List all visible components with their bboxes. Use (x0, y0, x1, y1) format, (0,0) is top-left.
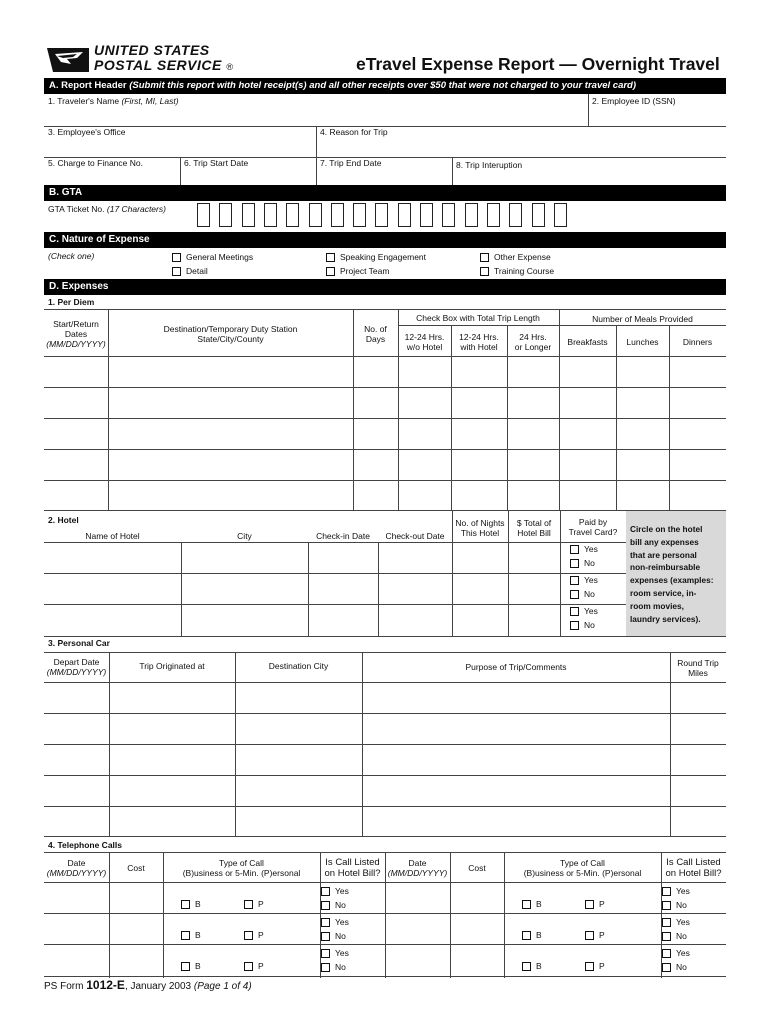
check-out-header: Check-out Date (385, 531, 445, 541)
paid-no-option[interactable]: No (570, 620, 595, 630)
checkbox[interactable] (570, 621, 579, 630)
per-diem-title: 1. Per Diem (48, 297, 95, 307)
rule-line (44, 510, 726, 511)
listed-no-option[interactable]: No (321, 900, 346, 910)
usps-eagle-logo (47, 46, 89, 74)
checkbox[interactable] (522, 900, 531, 909)
gta-char-box[interactable] (509, 203, 522, 227)
hotel-note: Circle on the hotel bill any expenses that are personal non-reimbursable expenses (examples: room service, in- room movies, laundry services). (630, 524, 714, 624)
call-type-business[interactable]: B (522, 961, 542, 971)
gta-char-box[interactable] (442, 203, 455, 227)
rule-line (385, 852, 386, 978)
option-training-course[interactable]: Training Course (480, 266, 554, 276)
phone-cost-header: Cost (127, 863, 145, 873)
gta-char-box[interactable] (219, 203, 232, 227)
checkbox[interactable] (321, 932, 330, 941)
call-type-personal[interactable]: P (585, 930, 605, 940)
paid-yes-option[interactable]: Yes (570, 544, 598, 554)
listed-yes-option[interactable]: Yes (321, 948, 349, 958)
trip-end-label: 7. Trip End Date (320, 158, 382, 168)
checkbox[interactable] (181, 962, 190, 971)
purpose-header: Purpose of Trip/Comments (465, 662, 567, 672)
form-title: eTravel Expense Report — Overnight Travel (356, 54, 720, 74)
depart-date-header: Depart Date (MM/DD/YYYY) (46, 657, 107, 677)
check-one-hint: (Check one) (48, 251, 95, 261)
listed-no-option[interactable]: No (321, 962, 346, 972)
checkbox[interactable] (662, 932, 671, 941)
checkbox[interactable] (181, 931, 190, 940)
call-type-personal[interactable]: P (585, 899, 605, 909)
per-diem-days-header: No. of Days (364, 324, 387, 344)
gta-char-box[interactable] (398, 203, 411, 227)
checkbox[interactable] (570, 607, 579, 616)
gta-char-box[interactable] (286, 203, 299, 227)
listed-yes-option[interactable]: Yes (662, 948, 690, 958)
checkbox[interactable] (321, 963, 330, 972)
checkbox[interactable] (585, 962, 594, 971)
rule-line (661, 852, 662, 978)
dinners-header: Dinners (682, 337, 713, 347)
option-detail[interactable]: Detail (172, 266, 208, 276)
checkbox[interactable] (321, 901, 330, 910)
length-12-24-no-hotel-header: 12-24 Hrs. w/o Hotel (404, 332, 445, 352)
section-d-bar: D. Expenses (44, 279, 726, 295)
checkbox[interactable] (172, 267, 181, 276)
reason-label: 4. Reason for Trip (320, 127, 388, 137)
checkbox[interactable] (321, 887, 330, 896)
gta-char-box[interactable] (487, 203, 500, 227)
employee-id-label: 2. Employee ID (SSN) (592, 96, 676, 106)
finance-no-label: 5. Charge to Finance No. (48, 158, 143, 168)
rule-line (44, 836, 726, 837)
check-in-header: Check-in Date (316, 531, 370, 541)
paid-yes-option[interactable]: Yes (570, 575, 598, 585)
call-type-personal[interactable]: P (244, 961, 264, 971)
gta-char-box[interactable] (465, 203, 478, 227)
rule-line (44, 480, 726, 481)
destination-city-header: Destination City (268, 661, 329, 671)
call-type-business[interactable]: B (181, 930, 201, 940)
rule-line (44, 449, 726, 450)
checkbox[interactable] (570, 545, 579, 554)
checkbox[interactable] (570, 559, 579, 568)
rule-line (44, 652, 726, 653)
phone-date-header: Date (MM/DD/YYYY) (387, 858, 448, 878)
rule-line (181, 542, 182, 636)
gta-char-box[interactable] (197, 203, 210, 227)
rule-line (163, 852, 164, 978)
checkbox[interactable] (321, 918, 330, 927)
rule-line (450, 852, 451, 978)
form-footer: PS Form 1012-E, January 2003 (Page 1 of 4) (44, 978, 252, 992)
checkbox[interactable] (662, 949, 671, 958)
paid-no-option[interactable]: No (570, 558, 595, 568)
logo-line1: UNITED STATES (94, 42, 210, 58)
gta-char-box[interactable] (554, 203, 567, 227)
hotel-name-header: Name of Hotel (85, 531, 140, 541)
phone-type-header: Type of Call (B)usiness or 5-Min. (P)ersonal (523, 858, 642, 878)
gta-char-box[interactable] (264, 203, 277, 227)
trip-origin-header: Trip Originated at (139, 661, 205, 671)
rule-line (504, 852, 505, 978)
listed-no-option[interactable]: No (321, 931, 346, 941)
trip-start-label: 6. Trip Start Date (184, 158, 249, 168)
hotel-title: 2. Hotel (48, 515, 79, 525)
checkbox[interactable] (326, 267, 335, 276)
checkbox[interactable] (172, 253, 181, 262)
checkbox[interactable] (321, 949, 330, 958)
section-a-bar: A. Report Header (Submit this report with hotel receipt(s) and all other receipts over $50 that were not charged to your travel card) (44, 78, 726, 94)
checkbox[interactable] (181, 900, 190, 909)
hotel-city-header: City (237, 531, 252, 541)
checkbox[interactable] (585, 900, 594, 909)
car-title: 3. Personal Car (48, 638, 110, 648)
gta-char-box[interactable] (532, 203, 545, 227)
rule-line (44, 775, 726, 776)
paid-by-card-header: Paid by Travel Card? (568, 517, 618, 537)
phone-listed-header: Is Call Listed on Hotel Bill? (324, 857, 381, 879)
section-b-bar: B. GTA (44, 185, 726, 201)
listed-yes-option[interactable]: Yes (321, 917, 349, 927)
checkbox[interactable] (326, 253, 335, 262)
call-type-business[interactable]: B (181, 961, 201, 971)
nights-header: No. of Nights This Hotel (455, 518, 505, 538)
option-speaking-engagement[interactable]: Speaking Engagement (326, 252, 426, 262)
per-diem-destination-header: Destination/Temporary Duty Station State/City/County (163, 324, 298, 344)
gta-char-box[interactable] (375, 203, 388, 227)
length-12-24-hotel-header: 12-24 Hrs. with Hotel (459, 332, 499, 352)
round-trip-miles-header: Round Trip Miles (677, 658, 719, 678)
section-c-bar: C. Nature of Expense (44, 232, 726, 248)
breakfasts-header: Breakfasts (567, 337, 608, 347)
option-project-team[interactable]: Project Team (326, 266, 389, 276)
logo-line2: POSTAL SERVICE ® (94, 57, 234, 73)
rule-line (44, 976, 726, 977)
trip-interruption-label: 8. Trip Interuption (456, 160, 523, 170)
rule-line (44, 387, 726, 388)
rule-line (44, 542, 626, 543)
phone-title: 4. Telephone Calls (48, 840, 123, 850)
checkbox[interactable] (244, 931, 253, 940)
option-general-meetings[interactable]: General Meetings (172, 252, 253, 262)
checkbox[interactable] (522, 962, 531, 971)
call-type-personal[interactable]: P (585, 961, 605, 971)
call-type-business[interactable]: B (181, 899, 201, 909)
employee-office-label: 3. Employee's Office (48, 127, 126, 137)
checkbox[interactable] (662, 963, 671, 972)
listed-yes-option[interactable]: Yes (662, 917, 690, 927)
rule-line (44, 913, 726, 914)
listed-yes-option[interactable]: Yes (321, 886, 349, 896)
option-other-expense[interactable]: Other Expense (480, 252, 551, 262)
rule-line (308, 542, 309, 636)
checkbox[interactable] (570, 576, 579, 585)
listed-no-option[interactable]: No (662, 931, 687, 941)
checkbox[interactable] (480, 267, 489, 276)
rule-line (44, 604, 626, 605)
traveler-name-label: 1. Traveler's Name (First, MI, Last) (48, 96, 179, 106)
rule-line (44, 418, 726, 419)
call-type-business[interactable]: B (522, 899, 542, 909)
listed-yes-option[interactable]: Yes (662, 886, 690, 896)
checkbox[interactable] (570, 590, 579, 599)
rule-line (44, 356, 726, 357)
rule-line (44, 944, 726, 945)
checkbox[interactable] (244, 900, 253, 909)
meals-group-header: Number of Meals Provided (592, 314, 693, 324)
phone-cost-header: Cost (468, 863, 486, 873)
call-type-personal[interactable]: P (244, 899, 264, 909)
call-type-personal[interactable]: P (244, 930, 264, 940)
gta-char-box[interactable] (331, 203, 344, 227)
rule-line (44, 713, 726, 714)
checkbox[interactable] (662, 901, 671, 910)
checkbox[interactable] (522, 931, 531, 940)
rule-line (44, 636, 726, 637)
rule-line (44, 682, 726, 683)
phone-date-header: Date (MM/DD/YYYY) (46, 858, 107, 878)
rule-line (44, 806, 726, 807)
gta-ticket-label: GTA Ticket No. (17 Characters) (48, 204, 166, 214)
checkbox[interactable] (244, 962, 253, 971)
trip-length-group-header: Check Box with Total Trip Length (416, 313, 540, 323)
per-diem-dates-header: Start/Return Dates (MM/DD/YYYY) (46, 319, 106, 349)
checkbox[interactable] (662, 887, 671, 896)
gta-char-box[interactable] (309, 203, 322, 227)
paid-no-option[interactable]: No (570, 589, 595, 599)
checkbox[interactable] (662, 918, 671, 927)
listed-no-option[interactable]: No (662, 962, 687, 972)
length-24-plus-header: 24 Hrs. or Longer (514, 332, 552, 352)
gta-char-box[interactable] (242, 203, 255, 227)
listed-no-option[interactable]: No (662, 900, 687, 910)
checkbox[interactable] (585, 931, 594, 940)
phone-listed-header: Is Call Listed on Hotel Bill? (665, 857, 722, 879)
call-type-business[interactable]: B (522, 930, 542, 940)
phone-type-header: Type of Call (B)usiness or 5-Min. (P)ersonal (182, 858, 301, 878)
checkbox[interactable] (480, 253, 489, 262)
paid-yes-option[interactable]: Yes (570, 606, 598, 616)
rule-line (378, 542, 379, 636)
rule-line (109, 852, 110, 978)
gta-char-box[interactable] (420, 203, 433, 227)
gta-char-box[interactable] (353, 203, 366, 227)
rule-line (44, 744, 726, 745)
rule-line (44, 573, 626, 574)
lunches-header: Lunches (626, 337, 659, 347)
hotel-total-header: $ Total of Hotel Bill (516, 518, 552, 538)
rule-line (320, 852, 321, 978)
